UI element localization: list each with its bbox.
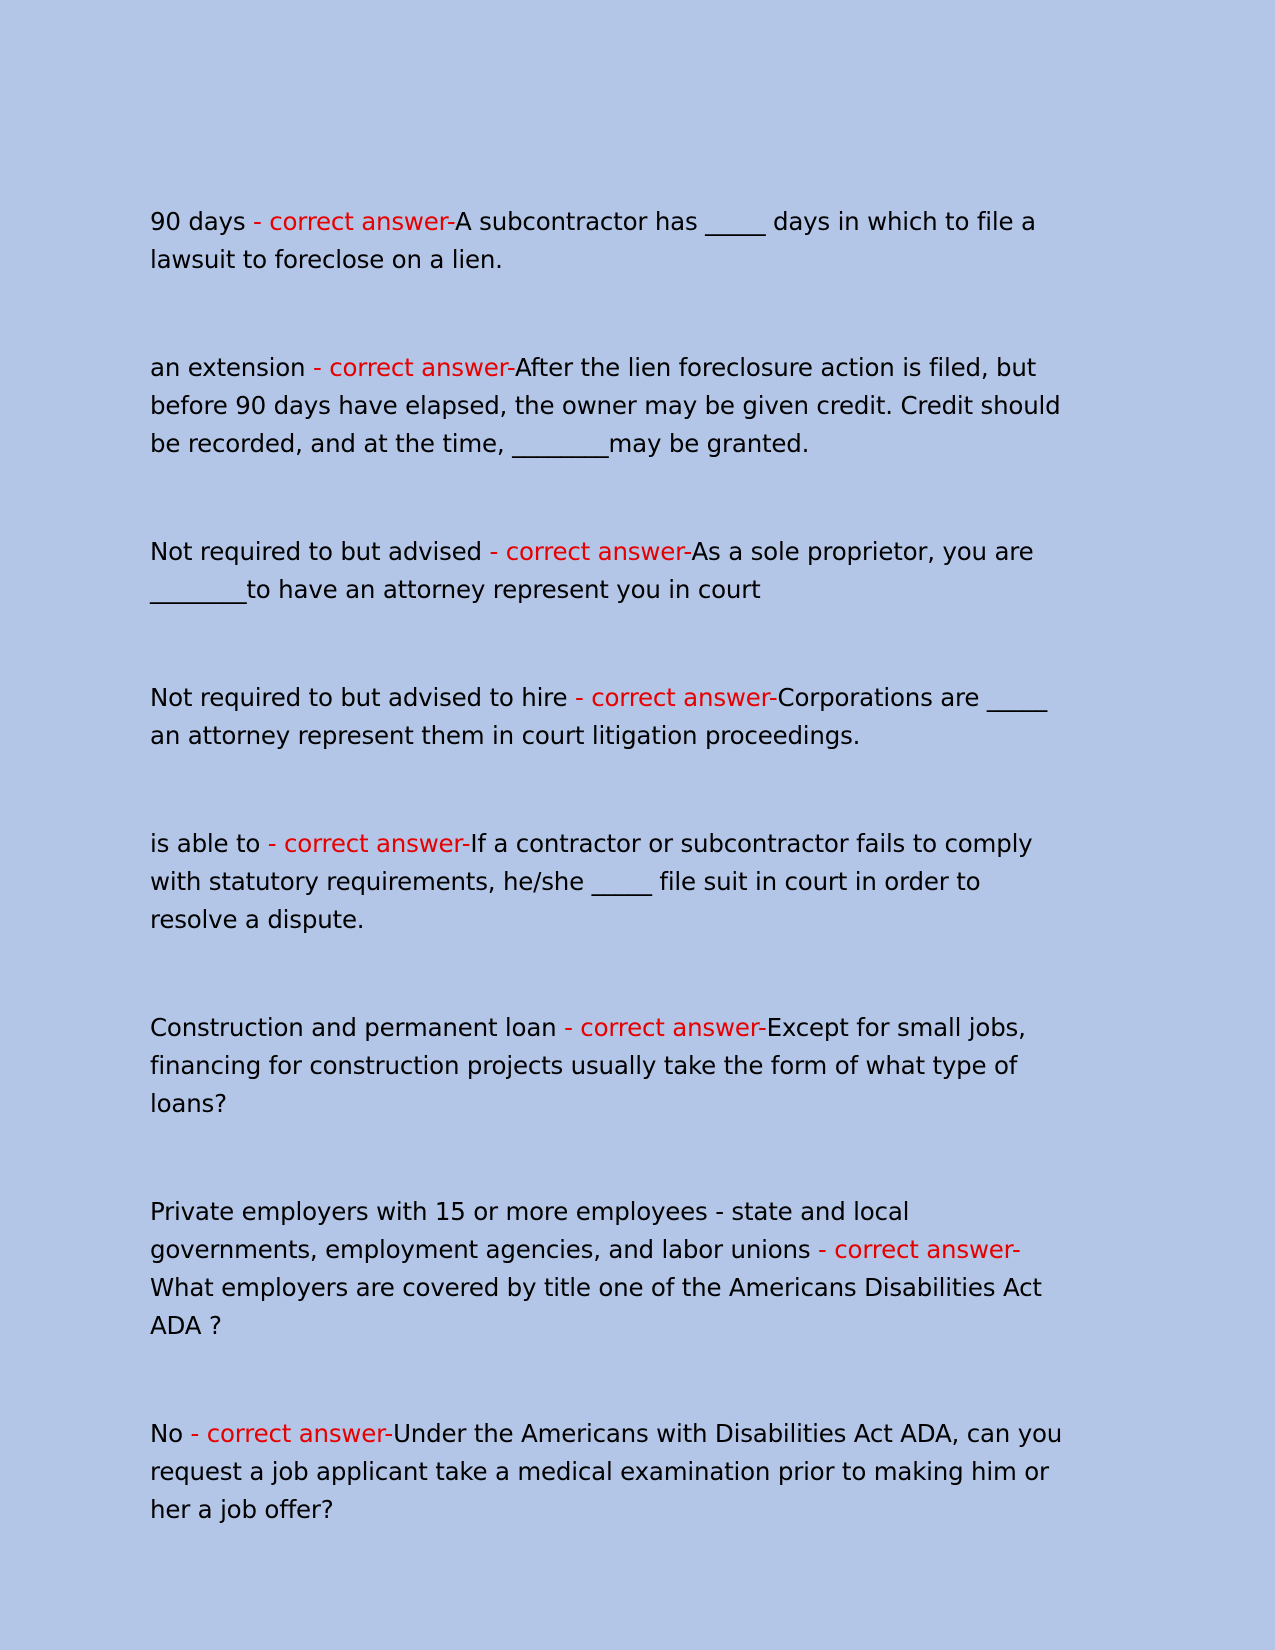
answer-text: Private employers with 15 or more employees - state and local governments, employment agencies, and labor unions <box>150 1197 910 1264</box>
qa-item-6 <box>150 1009 1075 1123</box>
question-text: Except for small jobs, financing for construction projects usually take the form of what type of loans? <box>150 1013 1026 1118</box>
correct-answer-marker: - correct answer- <box>556 1013 767 1042</box>
qa-item-2 <box>150 349 1075 463</box>
correct-answer-marker: - correct answer- <box>305 353 515 382</box>
question-text: Corporations are _____ an attorney represent them in court litigation proceedings. <box>150 683 1048 750</box>
answer-text: No <box>150 1419 183 1448</box>
qa-item-3 <box>150 533 1075 609</box>
answer-text: Not required to but advised to hire <box>150 683 568 712</box>
correct-answer-marker: - correct answer- <box>260 829 471 858</box>
question-text: What employers are covered by title one of the Americans Disabilities Act ADA ? <box>150 1273 1042 1340</box>
qa-item-1 <box>150 203 1075 279</box>
qa-item-7 <box>150 1193 1075 1345</box>
question-text: After the lien foreclosure action is filed, but before 90 days have elapsed, the owner may be given credit. Credit should be recorded, and at the time, ________may be granted. <box>150 353 1061 458</box>
correct-answer-marker: - correct answer- <box>810 1235 1020 1264</box>
answer-text: is able to <box>150 829 261 858</box>
correct-answer-marker: - correct answer- <box>245 207 456 236</box>
answer-text: 90 days <box>150 207 246 236</box>
question-text: If a contractor or subcontractor fails to comply with statutory requirements, he/she _____ file suit in court in order to resolve a dispute. <box>150 829 1033 934</box>
qa-item-4 <box>150 679 1075 755</box>
qa-item-5 <box>150 825 1075 939</box>
correct-answer-marker: - correct answer- <box>182 1419 394 1448</box>
answer-text: Construction and permanent loan <box>150 1013 557 1042</box>
qa-item-8 <box>150 1415 1075 1529</box>
correct-answer-marker: - correct answer- <box>481 537 692 566</box>
answer-text: Not required to but advised <box>150 537 482 566</box>
correct-answer-marker: - correct answer- <box>567 683 778 712</box>
question-text: Under the Americans with Disabilities Act ADA, can you request a job applicant take a medical examination prior to making him or her a job offer? <box>150 1419 1063 1524</box>
answer-text: an extension <box>150 353 306 382</box>
question-text: As a sole proprietor, you are ________to have an attorney represent you in court <box>150 537 1034 604</box>
question-text: A subcontractor has _____ days in which to file a lawsuit to foreclose on a lien. <box>150 207 1036 274</box>
